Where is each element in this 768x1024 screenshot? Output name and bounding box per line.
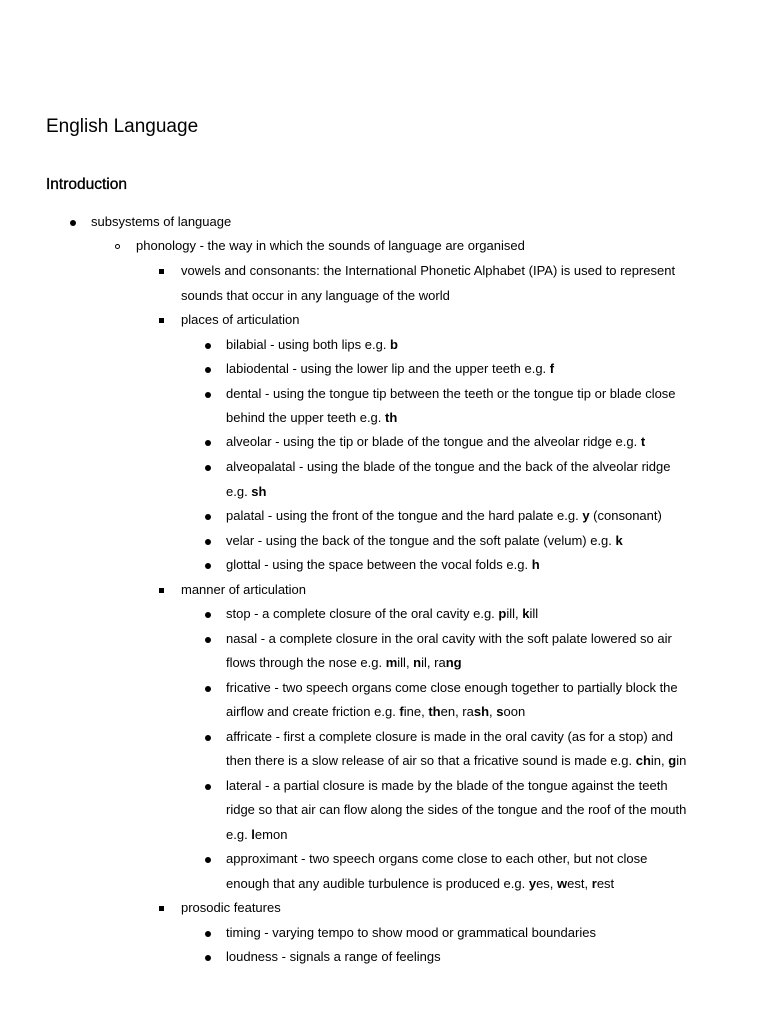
list-item-text: affricate - first a complete closure is made in the oral cavity (as for a stop) and <box>226 729 674 744</box>
list-item <box>226 725 673 750</box>
bullet-dot-icon <box>70 220 76 226</box>
list-item-text: ill <box>529 606 539 621</box>
list-item-text: prosodic features <box>181 900 281 915</box>
example-letters: th <box>428 704 441 719</box>
list-item-text: il, ra <box>421 655 446 670</box>
list-item <box>226 798 686 823</box>
list-item <box>181 578 306 603</box>
list-item <box>226 823 287 848</box>
list-item-text: glottal - using the space between the vocal folds e.g. <box>226 557 532 572</box>
bullet-square-icon <box>159 588 164 593</box>
list-item-text: lateral - a partial closure is made by the blade of the tongue against the teeth <box>226 778 668 793</box>
bullet-dot-icon <box>205 686 211 692</box>
list-item-text: subsystems of language <box>91 214 232 229</box>
list-item-text: loudness - signals a range of feelings <box>226 949 441 964</box>
list-item <box>181 284 450 309</box>
list-item <box>226 504 662 529</box>
bullet-dot-icon <box>205 539 211 545</box>
list-item <box>226 455 670 480</box>
list-item <box>226 627 672 652</box>
list-item-text: behind the upper teeth e.g. <box>226 410 386 425</box>
list-item <box>226 847 647 872</box>
example-letters: m <box>385 655 398 670</box>
bullet-dot-icon <box>205 931 211 937</box>
list-item <box>226 430 645 455</box>
list-item <box>226 921 596 946</box>
list-item-text: timing - varying tempo to show mood or grammatical boundaries <box>226 925 596 940</box>
list-item <box>226 676 678 701</box>
list-item <box>226 553 540 578</box>
example-letters: ch <box>635 753 651 768</box>
list-item <box>226 333 398 358</box>
list-item-text: ill, <box>506 606 523 621</box>
list-item-text: alveopalatal - using the blade of the tongue and the back of the alveolar ridge <box>226 459 671 474</box>
list-item <box>181 896 281 921</box>
list-item-text: approximant - two speech organs come close to each other, but not close <box>226 851 648 866</box>
list-item <box>226 529 623 554</box>
bullet-dot-icon <box>205 392 211 398</box>
bullet-circle-icon <box>115 244 120 249</box>
list-item <box>136 234 525 259</box>
list-item-text: alveolar - using the tip or blade of the tongue and the alveolar ridge e.g. <box>226 434 641 449</box>
list-item-text: vowels and consonants: the International Phonetic Alphabet (IPA) is used to represent <box>181 263 676 278</box>
list-item-text: labiodental - using the lower lip and the upper teeth e.g. <box>226 361 550 376</box>
list-item-text: oon <box>503 704 526 719</box>
example-letters: g <box>668 753 677 768</box>
example-letters: th <box>385 410 398 425</box>
list-item-text: ridge so that air can flow along the sides of the tongue and the roof of the mouth <box>226 802 687 817</box>
list-item-text: bilabial - using both lips e.g. <box>226 337 391 352</box>
bullet-square-icon <box>159 269 164 274</box>
list-item-text: ill, <box>397 655 414 670</box>
list-item-text: ine, <box>403 704 429 719</box>
list-item <box>226 602 538 627</box>
list-item <box>226 382 676 407</box>
list-item <box>226 749 686 774</box>
list-item <box>181 308 300 333</box>
list-item <box>91 210 231 235</box>
bullet-dot-icon <box>205 637 211 643</box>
bullet-dot-icon <box>205 465 211 471</box>
list-item-text: est, <box>567 876 592 891</box>
list-item-text: enough that any audible turbulence is produced e.g. <box>226 876 529 891</box>
example-letters: n <box>413 655 422 670</box>
example-letters: y <box>528 876 537 891</box>
list-item <box>226 357 554 382</box>
example-letters: h <box>531 557 540 572</box>
list-item <box>226 774 668 799</box>
list-item-text: airflow and create friction e.g. <box>226 704 400 719</box>
section-heading-introduction: Introduction <box>46 176 127 193</box>
list-item-text: est <box>596 876 615 891</box>
list-item-text: , <box>489 704 497 719</box>
example-letters: sh <box>251 484 267 499</box>
list-item-text: sounds that occur in any language of the world <box>181 288 450 303</box>
list-item-text: velar - using the back of the tongue and the soft palate (velum) e.g. <box>226 533 616 548</box>
example-letters: l <box>251 827 255 842</box>
bullet-dot-icon <box>205 735 211 741</box>
list-item-text: phonology - the way in which the sounds of language are organised <box>136 238 525 253</box>
list-item-text: then there is a slow release of air so that a fricative sound is made e.g. <box>226 753 636 768</box>
bullet-dot-icon <box>205 612 211 618</box>
list-item-text: in, <box>650 753 669 768</box>
list-item-text: emon <box>254 827 288 842</box>
list-item <box>226 945 441 970</box>
example-letters: r <box>591 876 597 891</box>
document-title: English Language <box>46 116 199 137</box>
list-item-text: e.g. <box>226 827 252 842</box>
bullet-dot-icon <box>205 367 211 373</box>
bullet-square-icon <box>159 318 164 323</box>
bullet-dot-icon <box>205 563 211 569</box>
example-letters: ng <box>445 655 462 670</box>
example-letters: k <box>522 606 530 621</box>
list-item <box>226 651 462 676</box>
example-letters: sh <box>473 704 490 719</box>
example-letters: s <box>496 704 504 719</box>
list-item <box>226 406 397 431</box>
list-item-text: en, ra <box>440 704 474 719</box>
list-item-text: palatal - using the front of the tongue and the hard palate e.g. <box>226 508 583 523</box>
list-item-text: manner of articulation <box>181 582 307 597</box>
bullet-dot-icon <box>205 955 211 961</box>
example-letters: p <box>498 606 507 621</box>
example-letters: f <box>549 361 555 376</box>
example-letters: w <box>557 876 568 891</box>
list-item-text: (consonant) <box>589 508 662 523</box>
list-item-text: dental - using the tongue tip between the teeth or the tongue tip or blade close <box>226 386 676 401</box>
list-item-text: fricative - two speech organs come close enough together to partially block the <box>226 680 678 695</box>
list-item-text: stop - a complete closure of the oral cavity e.g. <box>226 606 499 621</box>
bullet-dot-icon <box>205 784 211 790</box>
list-item-text: es, <box>536 876 558 891</box>
list-item <box>226 872 614 897</box>
bullet-dot-icon <box>205 514 211 520</box>
example-letters: y <box>582 508 590 523</box>
example-letters: f <box>399 704 404 719</box>
list-item-text: flows through the nose e.g. <box>226 655 386 670</box>
list-item-text: places of articulation <box>181 312 300 327</box>
list-item-text: in <box>676 753 687 768</box>
example-letters: b <box>390 337 398 352</box>
bullet-dot-icon <box>205 343 211 349</box>
list-item <box>181 259 675 284</box>
example-letters: t <box>640 434 646 449</box>
list-item-text: nasal - a complete closure in the oral cavity with the soft palate lowered so air <box>226 631 672 646</box>
list-item <box>226 700 525 725</box>
example-letters: k <box>615 533 623 548</box>
bullet-square-icon <box>159 906 164 911</box>
bullet-dot-icon <box>205 857 211 863</box>
list-item-text: e.g. <box>226 484 252 499</box>
list-item <box>226 480 266 505</box>
bullet-dot-icon <box>205 440 211 446</box>
